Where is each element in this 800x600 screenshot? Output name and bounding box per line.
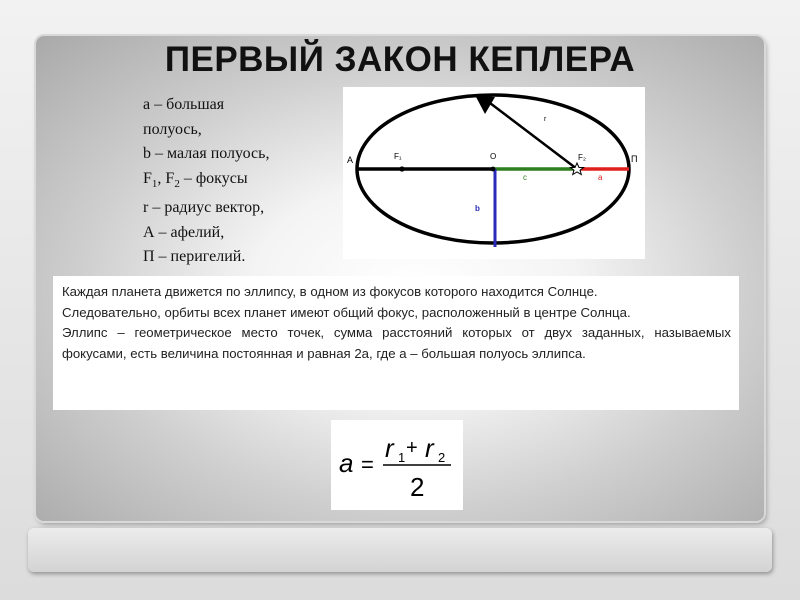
formula-r1: r [385,433,394,463]
formula-equals: = [361,452,374,477]
label-a: a [598,173,603,182]
label-center: O [490,152,497,161]
paragraph-ellipse-definition: Эллипс – геометрическое место точек, сумма расстояний которых от двух заданных, называемых фокусами, есть величина постоянная и равная 2а, где а – большая полуось эллипса. [62,325,731,361]
legend-line: П – перигелий. [143,248,246,266]
label-c: c [523,173,527,182]
formula-lhs: a [339,448,354,478]
paragraph-law: Каждая планета движется по эллипсу, в одном из фокусов которого находится Солнце. [62,284,598,299]
ellipse-diagram [343,87,645,259]
formula-denominator: 2 [410,472,425,502]
label-focus-2: F₂ [578,153,586,162]
formula-r2: r [425,433,434,463]
description-box [53,276,739,410]
label-b: b [475,204,480,213]
legend-line: r – радиус вектор, [143,199,265,217]
center-point [491,167,496,172]
label-r: r [544,116,547,123]
formula-svg [331,420,463,510]
paragraph-consequence: Следовательно, орбиты всех планет имеют общий фокус, расположенный в центре Солнца. [62,304,631,320]
legend-line-foci: $F_1$, $F_2$ – фокусы [143,169,248,190]
slide-title: ПЕРВЫЙ ЗАКОН КЕПЛЕРА [164,40,636,79]
ellipse-svg [343,87,645,259]
definitions-list [143,93,333,270]
focus-1-point [399,166,404,171]
label-perihelion: П [631,154,638,164]
legend-line: полуось, [143,120,202,138]
legend-line: а – большая [143,96,225,113]
formula-sub1: 1 [398,450,406,465]
formula-plus: + [406,437,418,459]
legend-line: b – малая полуось, [143,145,270,162]
formula-box [331,420,463,510]
label-focus-1: F₁ [394,152,402,161]
radius-vector-line [486,100,577,169]
bottom-bar [28,528,772,572]
formula-sub2: 2 [438,450,446,465]
legend-line: А – афелий, [143,223,225,241]
label-aphelion: А [347,155,354,165]
